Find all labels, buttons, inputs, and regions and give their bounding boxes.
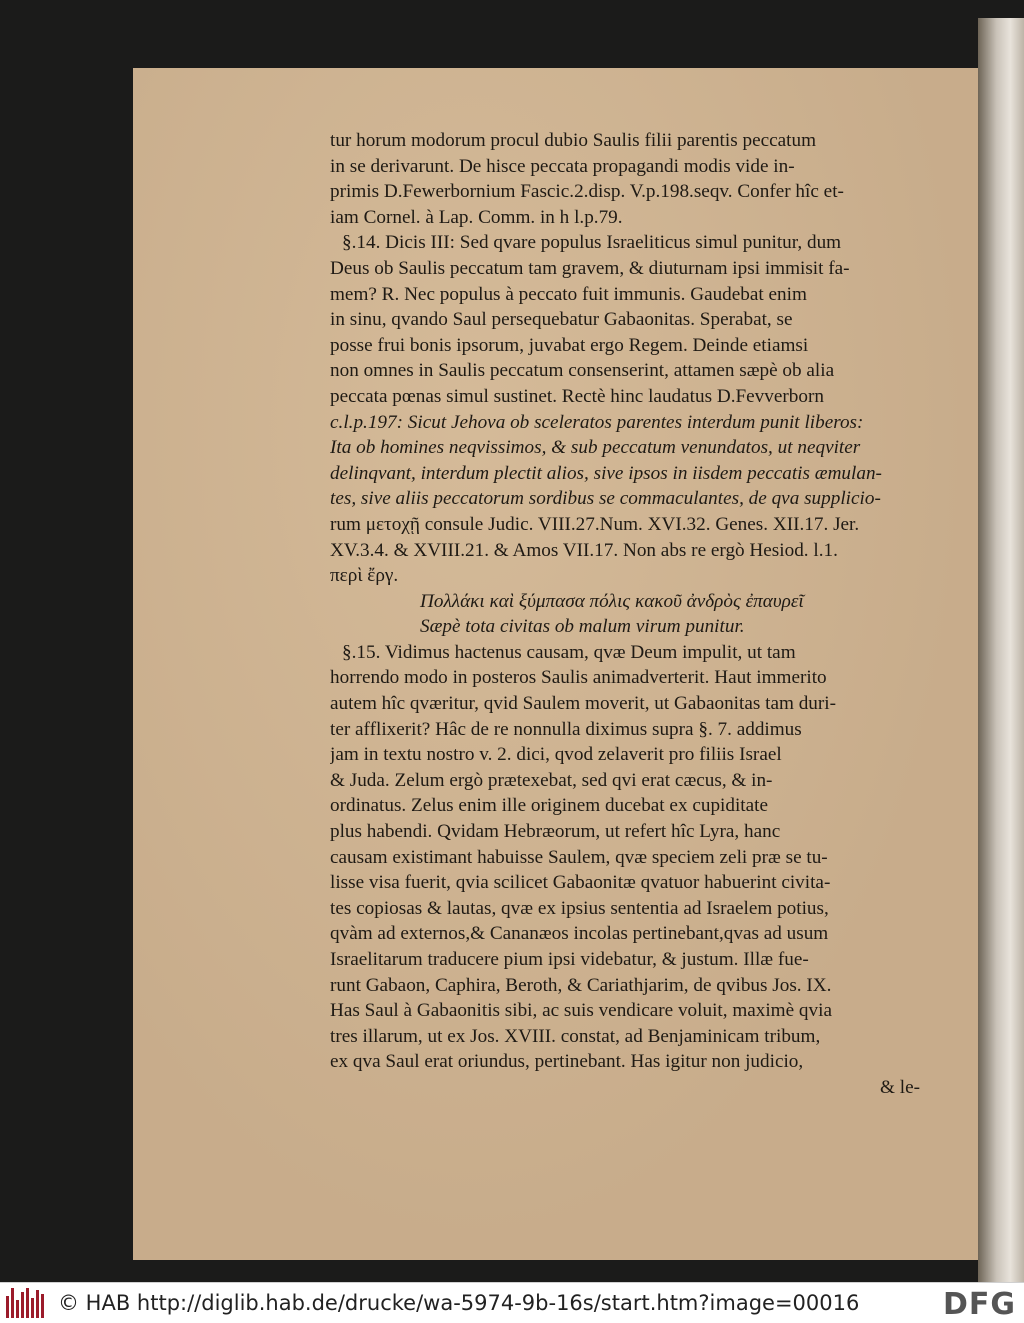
- text-line: ex qva Saul erat oriundus, pertinebant. Has igitur non judicio,: [330, 1051, 804, 1073]
- text-line: in se derivarunt. De hisce peccata propagandi modis vide in-: [330, 155, 795, 177]
- footer-bar: [0, 1282, 1024, 1323]
- text-line: causam existimant habuisse Saulem, qvæ speciem zeli præ se tu-: [330, 846, 828, 868]
- text-line: Deus ob Saulis peccatum tam gravem, & diuturnam ipsi immisit fa-: [330, 257, 850, 279]
- text-line: §.15. Vidimus hactenus causam, qvæ Deum impulit, ut tam: [342, 641, 796, 663]
- copyright-link[interactable]: © HAB http://diglib.hab.de/drucke/wa-5974-9b-16s/start.htm?image=00016: [58, 1291, 860, 1315]
- latin-quote: Sæpè tota civitas ob malum virum punitur.: [420, 616, 745, 638]
- text-line: in sinu, qvando Saul persequebatur Gabaonitas. Sperabat, se: [330, 309, 793, 331]
- catchword: & le-: [880, 1076, 920, 1098]
- greek-quote: Πολλάκι καὶ ξύμπασα πόλις κακοῦ ἀνδρὸς ἐπαυρεῖ: [420, 590, 804, 612]
- text-line: Ita ob homines neqvissimos, & sub peccatum venundatos, ut neqviter: [330, 437, 861, 459]
- text-line: jam in textu nostro v. 2. dici, qvod zelaverit pro filiis Israel: [330, 744, 782, 766]
- text-line: iam Cornel. à Lap. Comm. in h l.p.79.: [330, 206, 623, 228]
- text-line: ordinatus. Zelus enim ille originem ducebat ex cupiditate: [330, 795, 768, 817]
- text-line: περὶ ἔργ.: [330, 565, 399, 587]
- text-line: ter afflixerit? Hâc de re nonnulla diximus supra §. 7. addimus: [330, 718, 802, 740]
- text-line: c.l.p.197: Sicut Jehova ob sceleratos parentes interdum punit liberos:: [330, 411, 864, 433]
- text-line: Has Saul à Gabaonitis sibi, ac suis vendicare voluit, maximè qvia: [330, 1000, 832, 1022]
- text-line: primis D.Fewerbornium Fascic.2.disp. V.p.198.seqv. Confer hîc et-: [330, 181, 844, 203]
- text-line: tres illarum, ut ex Jos. XVIII. constat, ad Benjaminicam tribum,: [330, 1025, 821, 1047]
- text-line: Israelitarum traducere pium ipsi videbatur, & justum. Illæ fue-: [330, 949, 809, 970]
- text-line: & Juda. Zelum ergò prætexebat, sed qvi erat cæcus, & in-: [330, 769, 773, 791]
- text-line: mem? R. Nec populus à peccato fuit immunis. Gaudebat enim: [330, 283, 807, 305]
- text-line: tur horum modorum procul dubio Saulis filii parentis peccatum: [330, 130, 816, 151]
- next-page-edge: [978, 18, 1024, 1282]
- text-line: XV.3.4. & XVIII.21. & Amos VII.17. Non abs re ergò Hesiod. l.1.: [330, 539, 838, 561]
- text-line: §.14. Dicis III: Sed qvare populus Israeliticus simul punitur, dum: [342, 232, 842, 254]
- text-line: autem hîc qværitur, qvid Saulem moverit, ut Gabaonitas tam duri-: [330, 693, 836, 715]
- text-line: peccata pœnas simul sustinet. Rectè hinc laudatus D.Fevverborn: [330, 385, 824, 407]
- text-line: tes copiosas & lautas, qvæ ex ipsius sententia ad Israelem potius,: [330, 897, 829, 919]
- text-line: lisse visa fuerit, qvia scilicet Gabaonitæ qvatuor habuerint civita-: [330, 872, 831, 894]
- text-line: tes, sive aliis peccatorum sordibus se commaculantes, de qva supplicio-: [330, 488, 881, 510]
- dfg-logo: DFG: [942, 1287, 1016, 1322]
- text-line: plus habendi. Qvidam Hebræorum, ut refert hîc Lyra, hanc: [330, 821, 781, 843]
- text-line: horrendo modo in posteros Saulis animadverterit. Haut immerito: [330, 667, 827, 689]
- page-body-text: [330, 128, 940, 1101]
- text-line: non omnes in Saulis peccatum consenserint, attamen sæpè ob alia: [330, 360, 835, 382]
- text-line: delinqvant, interdum plectit alios, sive ipsos in iisdem peccatis æmulan-: [330, 462, 882, 484]
- text-line: rum μετοχῇ consule Judic. VIII.27.Num. XVI.32. Genes. XII.17. Jer.: [330, 513, 860, 535]
- text-line: posse frui bonis ipsorum, juvabat ergo Regem. Deinde etiamsi: [330, 334, 809, 356]
- text-line: qvàm ad externos,& Cananæos incolas pertinebant,qvas ad usum: [330, 923, 829, 945]
- text-line: runt Gabaon, Caphira, Beroth, & Cariathjarim, de qvibus Jos. IX.: [330, 974, 832, 996]
- hab-logo-icon: [6, 1288, 52, 1318]
